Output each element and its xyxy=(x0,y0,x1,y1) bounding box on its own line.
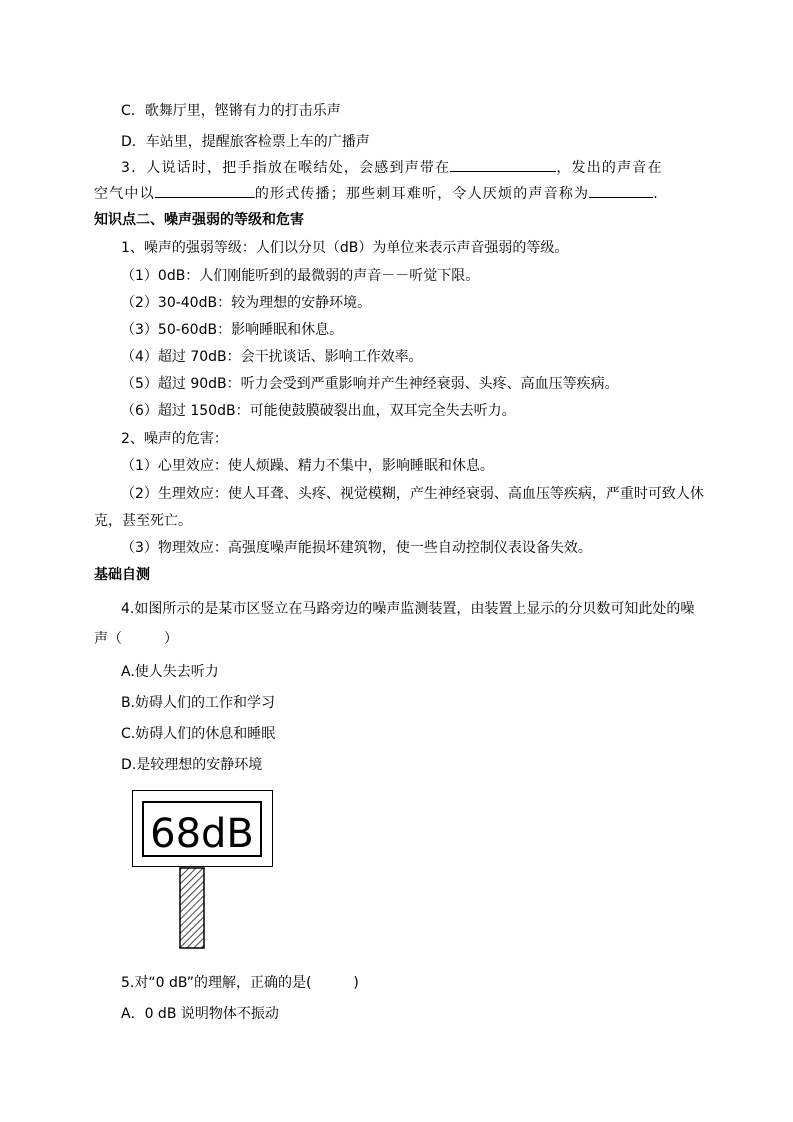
question-4-option: B.妨碍人们的工作和学习 xyxy=(121,695,276,711)
answer-blank-1[interactable] xyxy=(450,157,556,172)
option-c: C．歌舞厅里，铿锵有力的打击乐声 xyxy=(121,103,341,119)
harm-item: （2）生理效应：使人耳聋、头疼、视觉模糊，产生神经衰弱、高血压等疾病，严重时可致人休 xyxy=(121,486,704,502)
question-3-text: 3．人说话时，把手指放在喉结处，会感到声带在 xyxy=(121,160,451,176)
option-d: D．车站里，提醒旅客检票上车的广播声 xyxy=(121,134,370,150)
harm-item-continued: 克，甚至死亡。 xyxy=(94,513,192,529)
level-item: （2）30-40dB：较为理想的安静环境。 xyxy=(121,295,372,311)
question-3-line1 xyxy=(121,157,663,178)
question-3-text: 空气中以 xyxy=(94,186,155,202)
question-5: 5.对“0 dB”的理解，正确的是( ) xyxy=(121,975,359,991)
question-3-text: ，发出的声音在 xyxy=(556,160,663,176)
question-5-option: A．0 dB 说明物体不振动 xyxy=(121,1006,279,1022)
question-4-line1: 4.如图所示的是某市区竖立在马路旁边的噪声监测装置，由装置上显示的分贝数可知此处的噪 xyxy=(121,601,695,617)
harm-item: （3）物理效应：高强度噪声能损坏建筑物，使一些自动控制仪表设备失效。 xyxy=(121,540,592,556)
level-item: （3）50-60dB：影响睡眠和休息。 xyxy=(121,322,344,338)
section-heading: 知识点二、噪声强弱的等级和危害 xyxy=(94,212,304,228)
answer-blank-2[interactable] xyxy=(155,183,255,198)
question-4-option: D.是较理想的安静环境 xyxy=(121,757,263,773)
answer-blank-3[interactable] xyxy=(589,183,653,198)
question-4-option: C.妨碍人们的休息和睡眠 xyxy=(121,726,276,742)
level-item: （5）超过 90dB：听力会受到严重影响并产生神经衰弱、头疼、高血压等疾病。 xyxy=(121,376,619,392)
harm-item: （1）心里效应：使人烦躁、精力不集中，影响睡眠和休息。 xyxy=(121,458,494,474)
self-test-heading: 基础自测 xyxy=(94,567,150,583)
question-3-line2 xyxy=(94,183,659,204)
level-item: （1）0dB：人们刚能听到的最微弱的声音－－听觉下限。 xyxy=(121,268,480,284)
question-3-text: 的形式传播；那些刺耳难听，令人厌烦的声音称为 xyxy=(254,186,590,202)
level-item: （4）超过 70dB：会干扰谈话、影响工作效率。 xyxy=(121,349,423,365)
question-4-option: A.使人失去听力 xyxy=(121,664,219,680)
question-3-text: . xyxy=(653,186,659,202)
level-item: （6）超过 150dB：可能使鼓膜破裂出血，双耳完全失去听力。 xyxy=(121,403,516,419)
sign-reading: 68dB xyxy=(150,811,254,857)
levels-title: 1、噪声的强弱等级：人们以分贝（dB）为单位来表示声音强弱的等级。 xyxy=(121,240,569,256)
question-4-line2: 声（ ） xyxy=(94,631,178,647)
harms-title: 2、噪声的危害： xyxy=(121,431,228,447)
noise-monitor-sign xyxy=(132,790,280,960)
sign-post xyxy=(180,868,204,948)
